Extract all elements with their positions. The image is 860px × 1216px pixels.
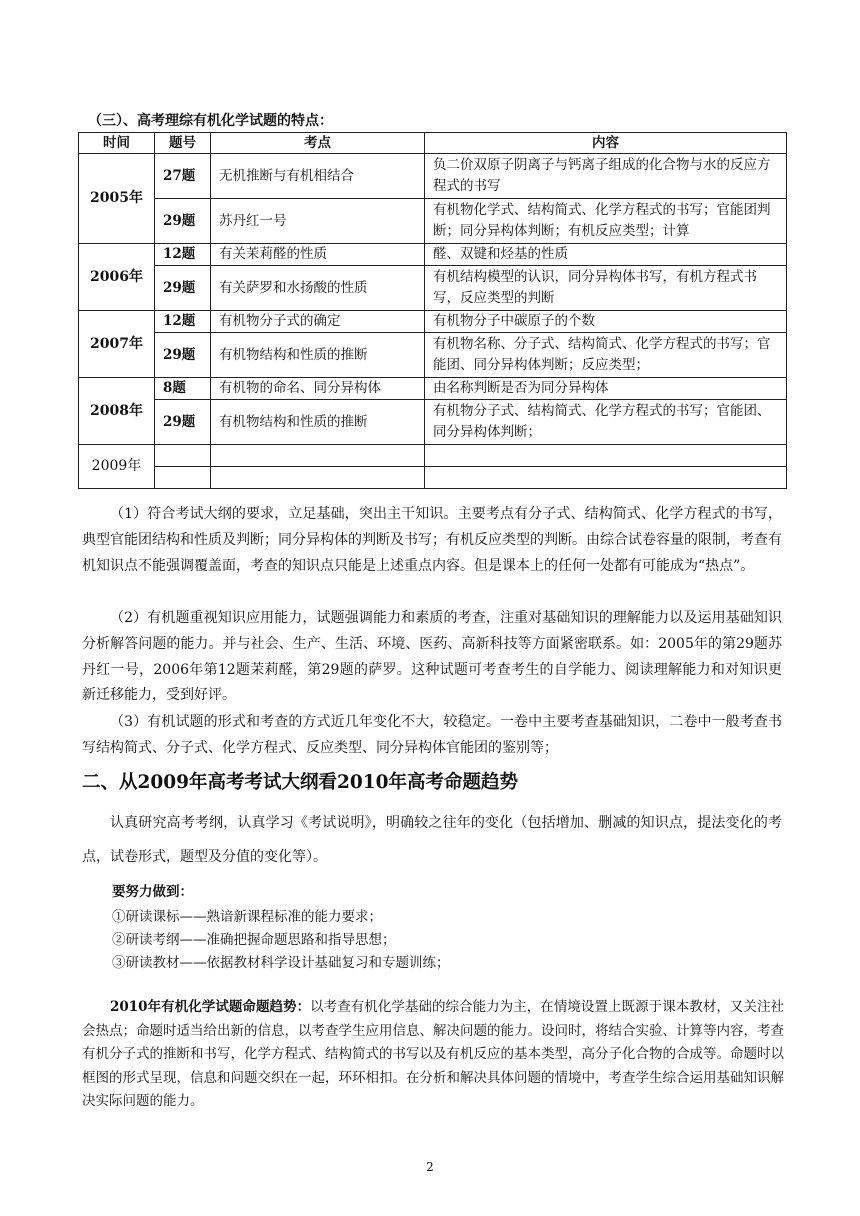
content-cell [425, 445, 787, 467]
table-row [79, 154, 787, 199]
exam-features-table [78, 132, 787, 489]
content-cell [425, 467, 787, 489]
year-cell: 2007年 [79, 311, 155, 378]
question-no-cell: 27题 [155, 154, 211, 199]
content-cell: 醛、双键和烃基的性质 [425, 244, 787, 266]
paragraph-2: （2）有机题重视知识应用能力，试题强调能力和素质的考查，注重对基础知识的理解能力以及运用基础知识分析解答问题的能力。并与社会、生产、生活、环境、医药、高新科技等方面紧密联系。如：2005年的第29题苏丹红一号，2006年第12题茉莉醛，第29题的萨罗。这种试题可考查考生的自学能力、阅读理解能力和对知识更新迁移能力，受到好评。 [82, 610, 782, 704]
question-no-cell: 8题 [155, 378, 211, 400]
effort-list [112, 906, 450, 975]
table-row [79, 378, 787, 400]
content-cell: 有机物化学式、结构简式、化学方程式的书写；官能团判断；同分异构体判断；有机反应类型；计算 [425, 199, 787, 244]
year-cell: 2006年 [79, 244, 155, 311]
header-question-no: 题号 [155, 133, 211, 154]
effort-item: ③研读教材——依据教材科学设计基础复习和专题训练； [112, 955, 450, 971]
test-point-cell: 无机推断与有机相结合 [211, 154, 425, 199]
table-row [79, 467, 787, 489]
trend-lead: 2010年有机化学试题命题趋势： [110, 999, 311, 1015]
question-no-cell [155, 445, 211, 467]
trend-text: 以考查有机化学基础的综合能力为主，在情境设置上既源于课本教材，又关注社会热点；命题时适当给出新的信息，以考查学生应用信息、解决问题的能力。设问时，将结合实验、计算等内容，考查有机分子式的推断和书写，化学方程式、结构简式的书写以及有机反应的基本类型，高分子化合物的合成等。命题时以框图的形式呈现，信息和问题交织在一起，环环相扣。在分析和解决具体问题的情境中，考查学生综合运用基础知识解决实际问题的能力。 [82, 999, 784, 1109]
table-row [79, 244, 787, 266]
test-point-cell: 苏丹红一号 [211, 199, 425, 244]
content-cell: 有机物名称、分子式、结构简式、化学方程式的书写；官能团、同分异构体判断；反应类型； [425, 333, 787, 378]
test-point-cell: 有机物结构和性质的推断 [211, 400, 425, 445]
test-point-cell: 有机物的命名、同分异构体 [211, 378, 425, 400]
test-point-cell: 有关茉莉醛的性质 [211, 244, 425, 266]
year-cell: 2009年 [79, 445, 155, 489]
table-row [79, 400, 787, 445]
header-test-point: 考点 [211, 133, 425, 154]
year-cell: 2005年 [79, 154, 155, 244]
table-header-row [79, 133, 787, 154]
question-no-cell: 29题 [155, 199, 211, 244]
test-point-cell [211, 445, 425, 467]
table-row [79, 266, 787, 311]
study-paragraph: 认真研究高考考纲，认真学习《考试说明》，明确较之往年的变化（包括增加、删减的知识点，提法变化的考点，试卷形式，题型及分值的变化等）。 [82, 815, 782, 865]
test-point-cell: 有机物分子式的确定 [211, 311, 425, 333]
effort-item: ②研读考纲——准确把握命题思路和指导思想； [112, 932, 396, 948]
effort-title: 要努力做到： [112, 884, 193, 900]
question-no-cell: 29题 [155, 333, 211, 378]
question-no-cell: 12题 [155, 244, 211, 266]
trend-paragraph [82, 996, 784, 1114]
table-row [79, 333, 787, 378]
question-no-cell: 29题 [155, 266, 211, 311]
question-no-cell: 12题 [155, 311, 211, 333]
table-row [79, 445, 787, 467]
section-title: （三）、高考理综有机化学试题的特点： [88, 113, 333, 129]
content-cell: 负二价双原子阴离子与钙离子组成的化合物与水的反应方程式的书写 [425, 154, 787, 199]
table-row [79, 199, 787, 244]
page-number: 2 [426, 1160, 434, 1174]
question-no-cell: 29题 [155, 400, 211, 445]
test-point-cell: 有机物结构和性质的推断 [211, 333, 425, 378]
content-cell: 由名称判断是否为同分异构体 [425, 378, 787, 400]
test-point-cell: 有关萨罗和水扬酸的性质 [211, 266, 425, 311]
content-cell: 有机物分子中碳原子的个数 [425, 311, 787, 333]
table-row [79, 311, 787, 333]
content-cell: 有机物分子式、结构简式、化学方程式的书写；官能团、同分异构体判断； [425, 400, 787, 445]
paragraph-3: （3）有机试题的形式和考查的方式近几年变化不大，较稳定。一卷中主要考查基础知识，二卷中一般考查书写结构简式、分子式、化学方程式、反应类型、同分异构体官能团的鉴别等； [82, 714, 782, 756]
header-content: 内容 [425, 133, 787, 154]
year-cell: 2008年 [79, 378, 155, 445]
header-time: 时间 [79, 133, 155, 154]
content-cell: 有机结构模型的认识，同分异构体书写，有机方程式书写，反应类型的判断 [425, 266, 787, 311]
test-point-cell [211, 467, 425, 489]
section-heading: 二、从2009年高考考试大纲看2010年高考命题趋势 [82, 772, 518, 793]
effort-item: ①研读课标——熟谙新课程标准的能力要求； [112, 909, 382, 925]
paragraph-1: （1）符合考试大纲的要求，立足基础，突出主干知识。主要考点有分子式、结构简式、化学方程式的书写，典型官能团结构和性质及判断；同分异构体的判断及书写；有机反应类型的判断。由综合试卷容量的限制，考查有机知识点不能强调覆盖面，考查的知识点只能是上述重点内容。但是课本上的任何一处都有可能成为“热点”。 [82, 506, 782, 574]
question-no-cell [155, 467, 211, 489]
